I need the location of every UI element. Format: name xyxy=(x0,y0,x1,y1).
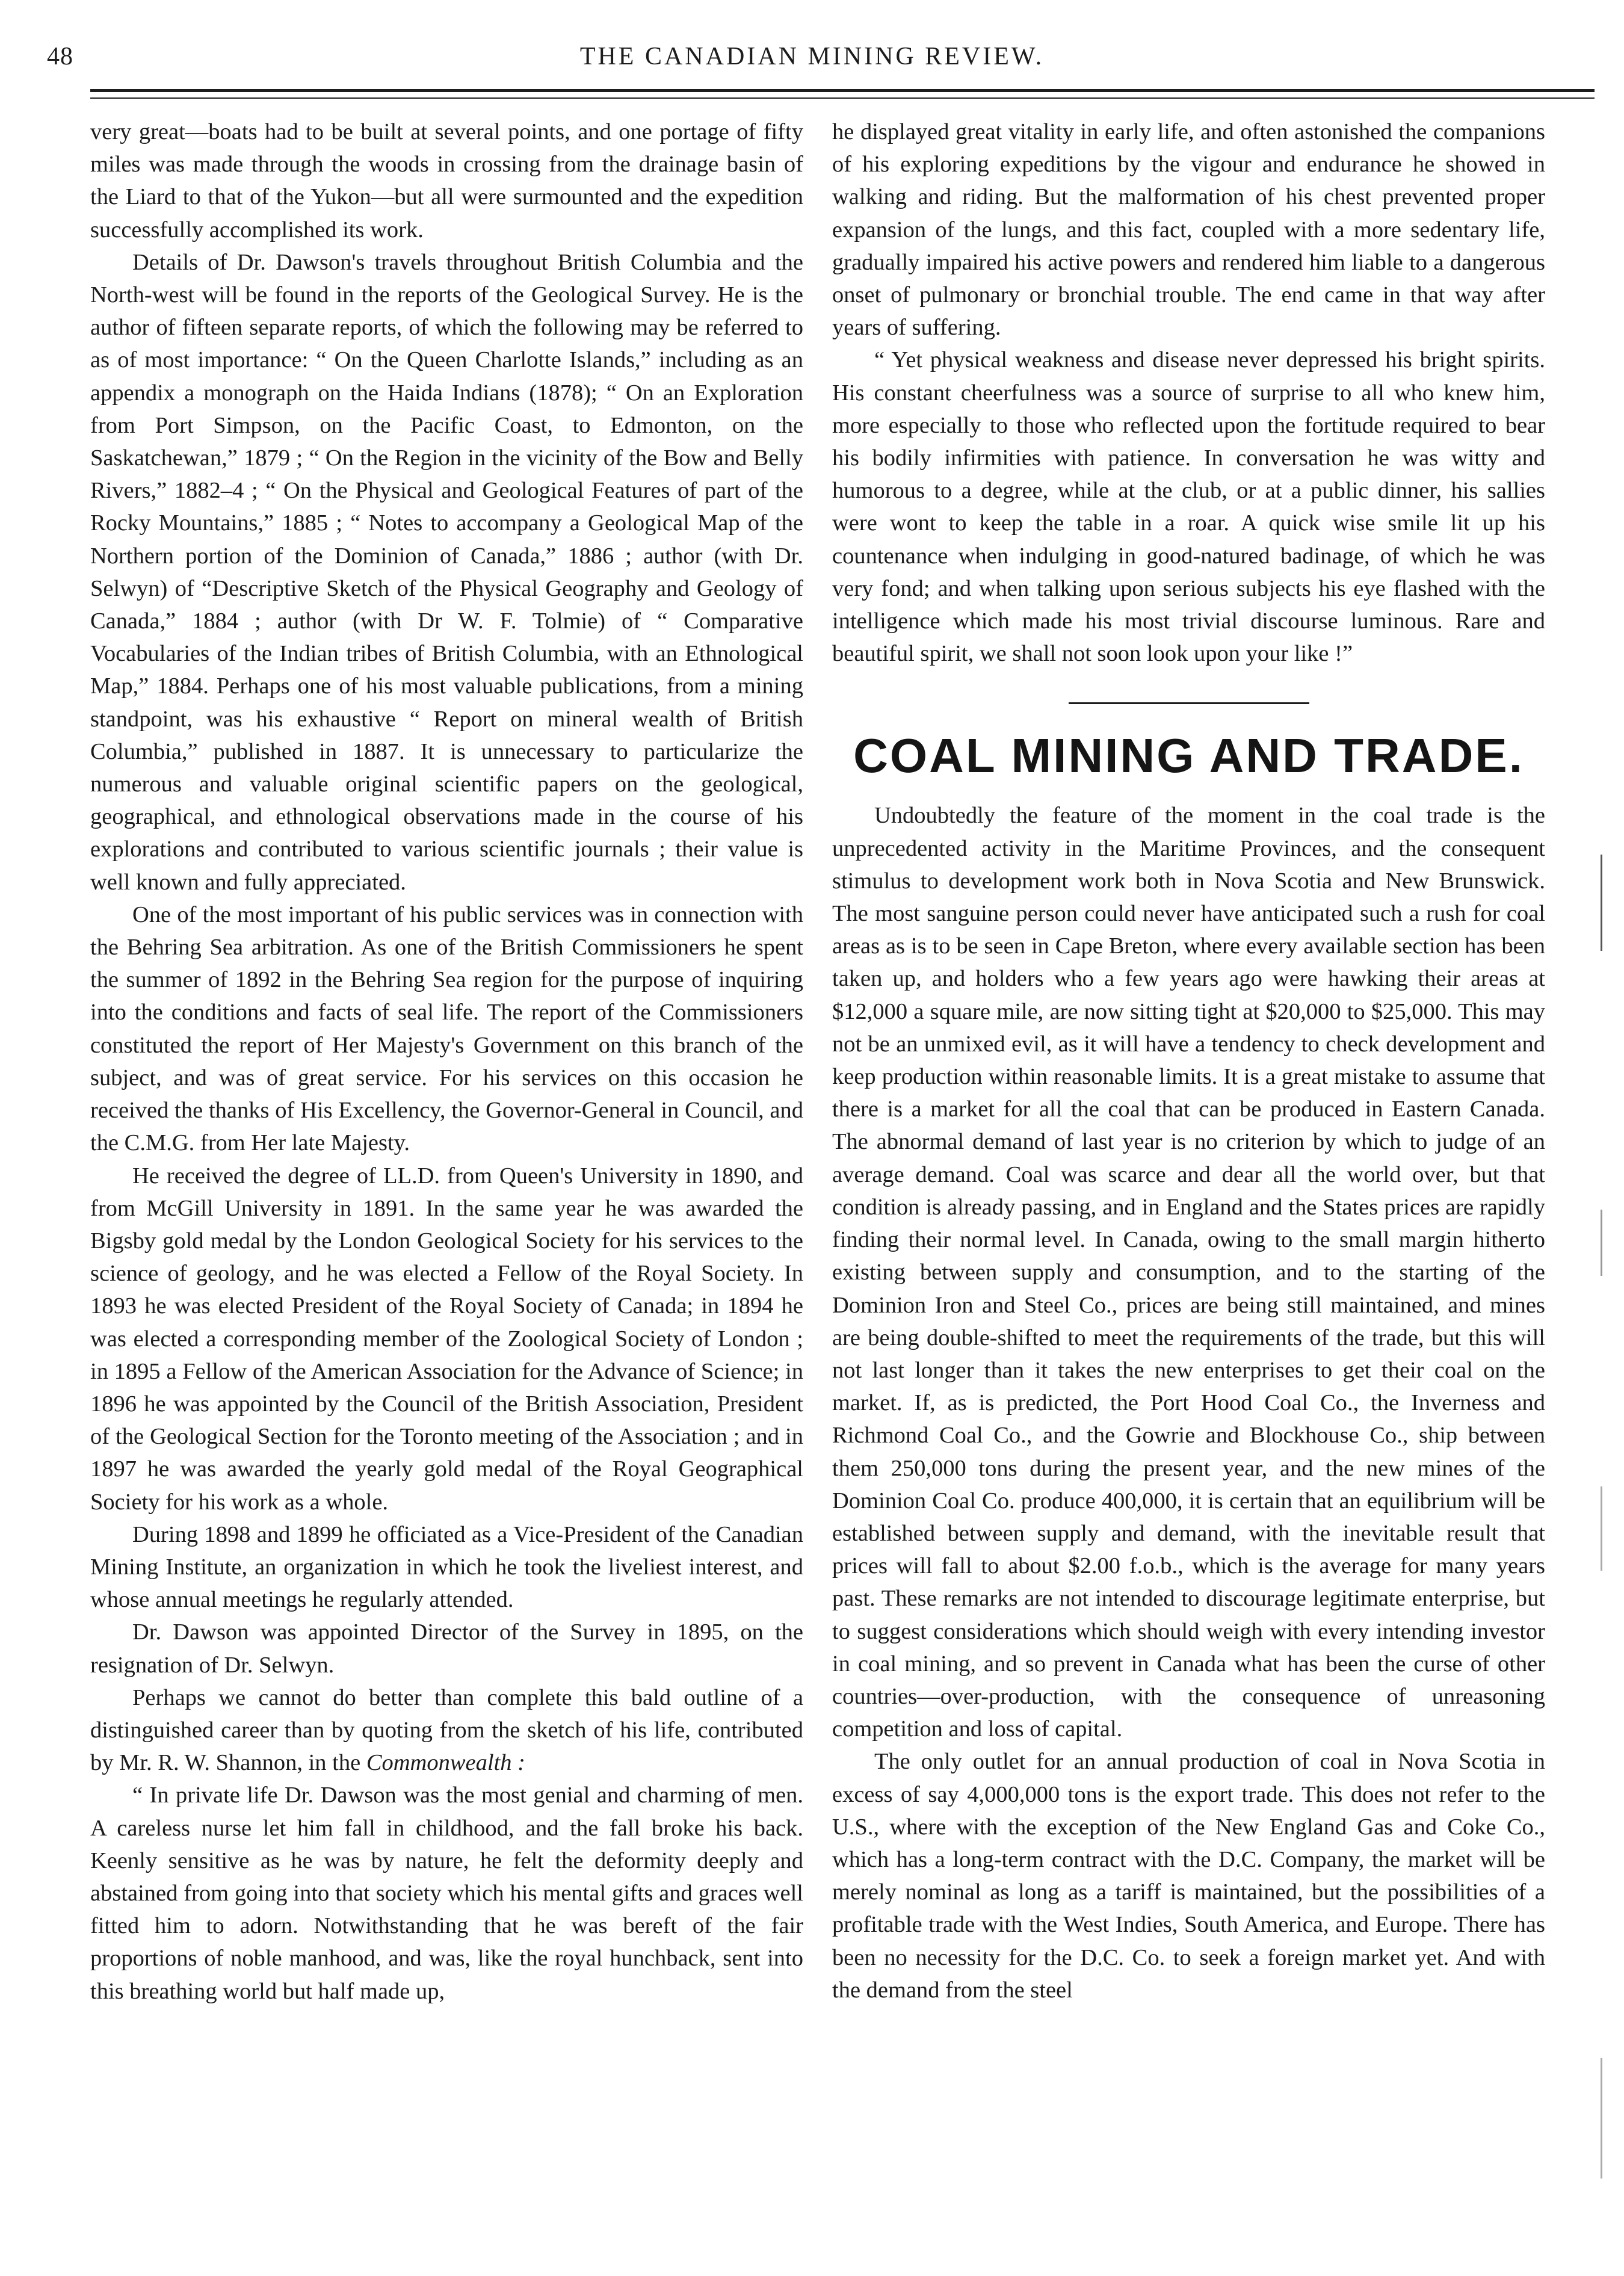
paragraph: “ Yet physical weakness and disease never depressed his bright spirits. His constant cheerfulness was a source of surprise to all who knew him, more especially to those who reflected upon the fortitude required to bear his bodily infirmities with patience. In conversation he was witty and humorous to a degree, while at the club, or at a public dinner, his sallies were wont to keep the table in a roar. A quick wise smile lit up his countenance when indulging in good-natured badinage, of which he was very fond; and when talking upon serious subjects his eye flashed with the intelligence which made his most trivial discourse luminous. Rare and beautiful spirit, we shall not soon look upon your like !” xyxy=(832,347,1545,667)
paragraph-with-citation xyxy=(90,1681,803,1780)
left-column xyxy=(90,116,803,2008)
paragraph: During 1898 and 1899 he officiated as a Vice-President of the Canadian Mining Institute, an organization in which he took the liveliest interest, and whose annual meetings he regularly attended. xyxy=(90,1521,803,1613)
paragraph: Details of Dr. Dawson's travels throughout British Columbia and the North-west will be found in the reports of the Geological Survey. He is the author of fifteen separate reports, of which the following may be referred to as of most importance: “ On the Queen Charlotte Islands,” including as an appendix a monograph on the Haida Indians (1878); “ On an Exploration from Port Simpson, on the Pacific Coast, to Edmonton, on the Saskatchewan,” 1879 ; “ On the Region in the vicinity of the Bow and Belly Rivers,” 1882–4 ; “ On the Physical and Geological Features of part of the Rocky Mountains,” 1885 ; “ Notes to accompany a Geological Map of the Northern portion of the Dominion of Canada,” 1886 ; author (with Dr. Selwyn) of “Descriptive Sketch of the Physical Geography and Geology of Canada,” 1884 ; author (with Dr W. F. Tolmie) of “ Comparative Vocabularies of the Indian tribes of British Columbia, with an Ethnological Map,” 1884. Perhaps one of his most valuable publications, from a mining standpoint, was his exhaustive “ Report on mineral wealth of British Columbia,” published in 1887. It is unnecessary to particularize the numerous and valuable original scientific papers on the geological, geographical, and ethnological observations made in the course of his explorations and contributed to various scientific journals ; their value is well known and fully appreciated. xyxy=(90,249,803,895)
paragraph: He received the degree of LL.D. from Queen's University in 1890, and from McGill University in 1891. In the same year he was awarded the Bigsby gold medal by the London Geological Society for his services to the science of geology, and he was elected a Fellow of the Royal Society. In 1893 he was elected President of the Royal Society of Canada; in 1894 he was elected a corresponding member of the Zoological Society of London ; in 1895 a Fellow of the American Association for the Advance of Science; in 1896 he was appointed by the Council of the British Association, President of the Geological Section for the Toronto meeting of the Association ; and in 1897 he was awarded the yearly gold medal of the Royal Geographical Society for his work as a whole. xyxy=(90,1163,803,1515)
paragraph: Dr. Dawson was appointed Director of the Survey in 1895, on the resignation of Dr. Selwyn. xyxy=(90,1619,803,1678)
paragraph: very great—boats had to be built at several points, and one portage of fifty miles was made through the woods in crossing from the drainage basin of the Liard to that of the Yukon—but all were surmounted and the expedition successfully accomplished its work. xyxy=(90,119,803,243)
page-number: 48 xyxy=(47,43,73,70)
section-divider xyxy=(1069,702,1309,704)
running-head: THE CANADIAN MINING REVIEW. xyxy=(579,43,1045,70)
margin-speck xyxy=(1601,855,1602,951)
margin-speck xyxy=(1601,1486,1602,1571)
section-heading: COAL MINING AND TRADE. xyxy=(853,729,1524,783)
paragraph: The only outlet for an annual production of coal in Nova Scotia in excess of say 4,000,000 tons is the export trade. This does not refer to the U.S., where with the exception of the New England Gas and Coke Co., which has a long-term contract with the D.C. Company, the market will be merely nominal as long as a tariff is maintained, but the possibilities of a profitable trade with the West Indies, South America, and Europe. There has been no necessity for the D.C. Co. to seek a foreign market yet. And with the demand from the steel xyxy=(832,1749,1545,2003)
paragraph-text: Perhaps we cannot do better than complete this bald outline of a distinguished career than by quoting from the sketch of his life, contributed by Mr. R. W. Shannon, in the xyxy=(90,1684,803,1776)
paragraph: One of the most important of his public services was in connection with the Behring Sea arbitration. As one of the British Commissioners he spent the summer of 1892 in the Behring Sea region for the purpose of inquiring into the conditions and facts of seal life. The report of the Commissioners constituted the report of Her Majesty's Government on this branch of the subject, and was of great service. For his services on this occasion he received the thanks of His Excellency, the Governor-General in Council, and the C.M.G. from Her late Majesty. xyxy=(90,901,803,1156)
paragraph: he displayed great vitality in early life, and often astonished the companions of his exploring expeditions by the vigour and endurance he showed in walking and riding. But the malformation of his chest prevented proper expansion of the lungs, and this fact, coupled with a more sedentary life, gradually impaired his active powers and rendered him liable to a dangerous onset of pulmonary or bronchial trouble. The end came in that way after years of suffering. xyxy=(832,119,1545,341)
margin-speck xyxy=(1601,2058,1602,2179)
paragraph: “ In private life Dr. Dawson was the most genial and charming of men. A careless nurse let him fall in childhood, and the fall broke his back. Keenly sensitive as he was by nature, he felt the deformity deeply and abstained from going into that society which his mental gifts and graces well fitted him to adorn. Notwithstanding that he was bereft of the fair proportions of noble manhood, and was, like the royal hunchback, sent into this breathing world but half made up, xyxy=(90,1783,803,2004)
margin-speck xyxy=(1601,1210,1602,1276)
header-rule-thin xyxy=(90,97,1595,99)
paragraph: Undoubtedly the feature of the moment in the coal trade is the unprecedented activity in the Maritime Provinces, and the consequent stimulus to development work both in Nova Scotia and New Brunswick. The most sanguine person could never have anticipated such a rush for coal areas as is to be seen in Cape Breton, where every available section has been taken up, and holders who a few years ago were hawking their areas at $12,000 a square mile, are now sitting tight at $20,000 to $25,000. This may not be an unmixed evil, as it will have a tendency to check development and keep production within reasonable limits. It is a great mistake to assume that there is a market for all the coal that can be produced in Eastern Canada. The abnormal demand of last year is no criterion by which to judge of an average demand. Coal was scarce and dear all the world over, but that condition is already passing, and in England and the States prices are rapidly finding their normal level. In Canada, owing to the small margin hitherto existing between supply and consumption, and to the starting of the Dominion Iron and Steel Co., prices are being still maintained, and mines are being double-shifted to meet the requirements of the trade, but this will not last longer than it takes the new enterprises to get their coal on the market. If, as is predicted, the Port Hood Coal Co., the Inverness and Richmond Coal Co., and the Gowrie and Blockhouse Co., ship between them 250,000 tons during the present year, and the new mines of the Dominion Coal Co. produce 400,000, it is certain that an equilibrium will be established between supply and demand, with the inevitable result that prices will fall to about $2.00 f.o.b., which is the average for many years past. These remarks are not intended to discourage legitimate enterprise, but to suggest considerations which should weigh with every intending investor in coal mining, and so prevent in Canada what has been the curse of other countries—over-production, with the consequence of unreasoning competition and loss of capital. xyxy=(832,803,1545,1742)
header-rule-thick xyxy=(90,89,1595,92)
commonwealth-citation: Commonwealth : xyxy=(366,1750,525,1776)
right-column xyxy=(832,116,1545,2006)
